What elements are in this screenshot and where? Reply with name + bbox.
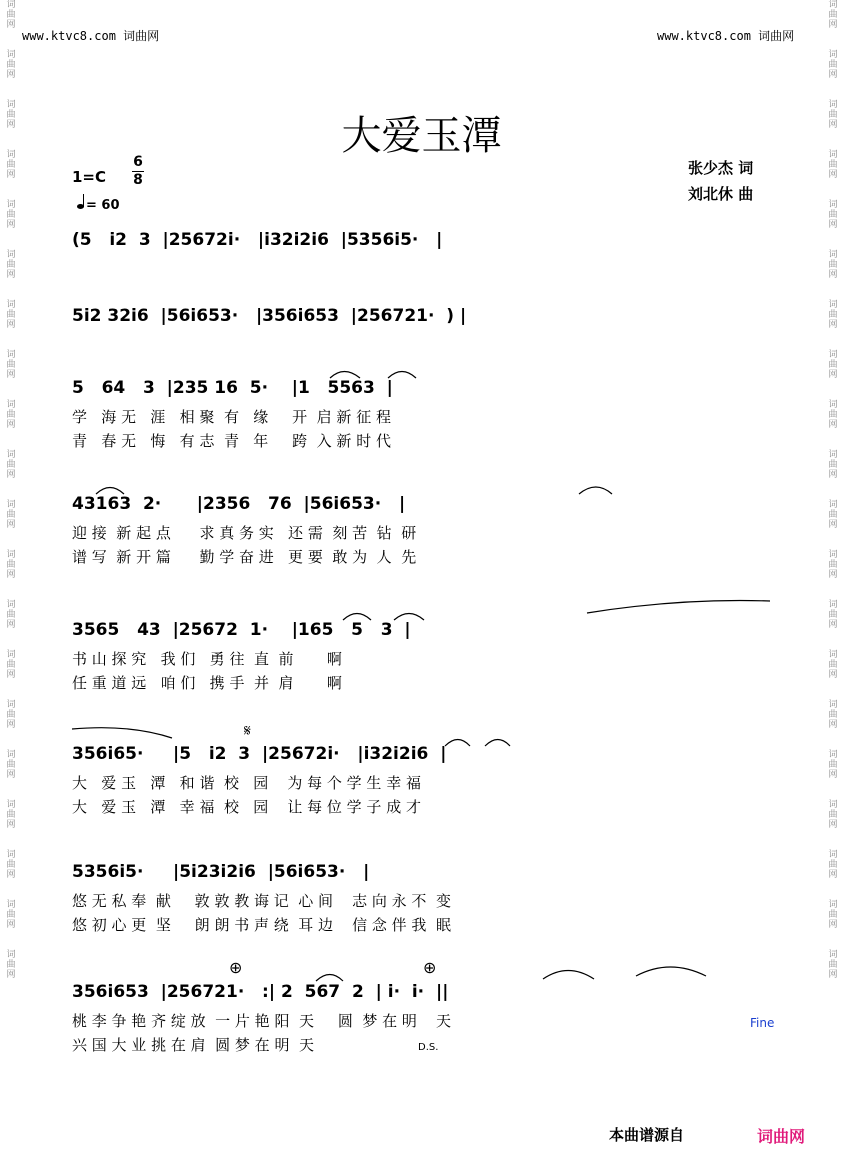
fine-mark: Fine bbox=[750, 1016, 775, 1030]
segno-icon: 𝄋 bbox=[244, 721, 251, 740]
lyric-verse1-line-8: 桃 李 争 艳 齐 绽 放 一 片 艳 阳 天 圆 梦 在 明 天 bbox=[72, 1012, 451, 1030]
ds-mark: D.S. bbox=[418, 1042, 439, 1053]
source-label: 本曲谱源自 bbox=[609, 1126, 685, 1144]
lyric-verse1-line-4: 迎 接 新 起 点 求 真 务 实 还 需 刻 苦 钻 研 bbox=[72, 524, 417, 542]
side-watermark-left: 词 曲 网 词 曲 网 词 曲 网 词 曲 网 词 曲 网 词 曲 网 词 曲 网 词 曲 网 词 曲 网 词 曲 网 词 曲 网 词 曲 网 词 曲 网 词 曲 网 词 曲 网 词 曲 网 词 曲 网 词 曲 网 词 曲 网 词 曲 网 bbox=[6, 0, 16, 980]
coda-icon-1: ⊕ bbox=[229, 958, 243, 977]
lyricist-credit: 张少杰 词 bbox=[688, 159, 754, 177]
key-signature: 1=C bbox=[72, 168, 107, 186]
notation-line-2: 5i2 32i6 |56i653· |356i653 |256721· ) | bbox=[72, 306, 467, 326]
tempo-value: = 60 bbox=[86, 198, 120, 213]
notation-line-6: 356i65· |5 i2 3 |25672i· |i32i2i6 | bbox=[72, 744, 447, 764]
song-title: 大爱玉潭 bbox=[341, 113, 502, 159]
notation-line-1: (5 i2 3 |25672i· |i32i2i6 |5356i5· | bbox=[72, 230, 443, 250]
lyric-verse2-line-3: 青 春 无 悔 有 志 青 年 跨 入 新 时 代 bbox=[72, 432, 391, 450]
notation-line-7: 5356i5· |5i23i2i6 |56i653· | bbox=[72, 862, 370, 882]
notation-line-3: 5 64 3 |235 16 5· |1 5563 | bbox=[72, 378, 393, 398]
site-logo: 词曲网 bbox=[757, 1127, 806, 1146]
lyric-verse1-line-5: 书 山 探 究 我 们 勇 往 直 前 啊 bbox=[72, 650, 342, 668]
meter-top: 6 bbox=[133, 154, 143, 170]
lyric-verse2-line-7: 悠 初 心 更 坚 朗 朗 书 声 绕 耳 边 信 念 伴 我 眠 bbox=[72, 916, 451, 934]
side-watermark-right: 词 曲 网 词 曲 网 词 曲 网 词 曲 网 词 曲 网 词 曲 网 词 曲 网 词 曲 网 词 曲 网 词 曲 网 词 曲 网 词 曲 网 词 曲 网 词 曲 网 词 曲 网 词 曲 网 词 曲 网 词 曲 网 词 曲 网 词 曲 网 bbox=[828, 0, 838, 980]
meter-bottom: 8 bbox=[133, 172, 143, 188]
lyric-verse2-line-8: 兴 国 大 业 挑 在 肩 圆 梦 在 明 天 bbox=[72, 1036, 314, 1054]
lyric-verse2-line-5: 任 重 道 远 咱 们 携 手 并 肩 啊 bbox=[72, 674, 342, 692]
lyric-verse1-line-6: 大 爱 玉 潭 和 谐 校 园 为 每 个 学 生 幸 福 bbox=[72, 774, 421, 792]
coda-icon-2: ⊕ bbox=[423, 958, 437, 977]
site-url-left: www.ktvc8.com 词曲网 bbox=[22, 29, 160, 43]
lyric-verse1-line-3: 学 海 无 涯 相 聚 有 缘 开 启 新 征 程 bbox=[72, 408, 391, 426]
lyric-verse1-line-7: 悠 无 私 奉 献 敦 敦 教 诲 记 心 间 志 向 永 不 变 bbox=[72, 892, 451, 910]
site-url-right: www.ktvc8.com 词曲网 bbox=[657, 29, 795, 43]
notation-line-4: 43163 2· |2356 76 |56i653· | bbox=[72, 494, 406, 514]
lyric-verse2-line-4: 谱 写 新 开 篇 勤 学 奋 进 更 要 敢 为 人 先 bbox=[72, 548, 417, 566]
notation-line-5: 3565 43 |25672 1· |165 5 3 | bbox=[72, 620, 411, 640]
composer-credit: 刘北休 曲 bbox=[688, 185, 754, 203]
lyric-verse2-line-6: 大 爱 玉 潭 幸 福 校 园 让 每 位 学 子 成 才 bbox=[72, 798, 421, 816]
notation-line-8: 356i653 |256721· :| 2 567 2 | i· i· || bbox=[72, 982, 449, 1002]
